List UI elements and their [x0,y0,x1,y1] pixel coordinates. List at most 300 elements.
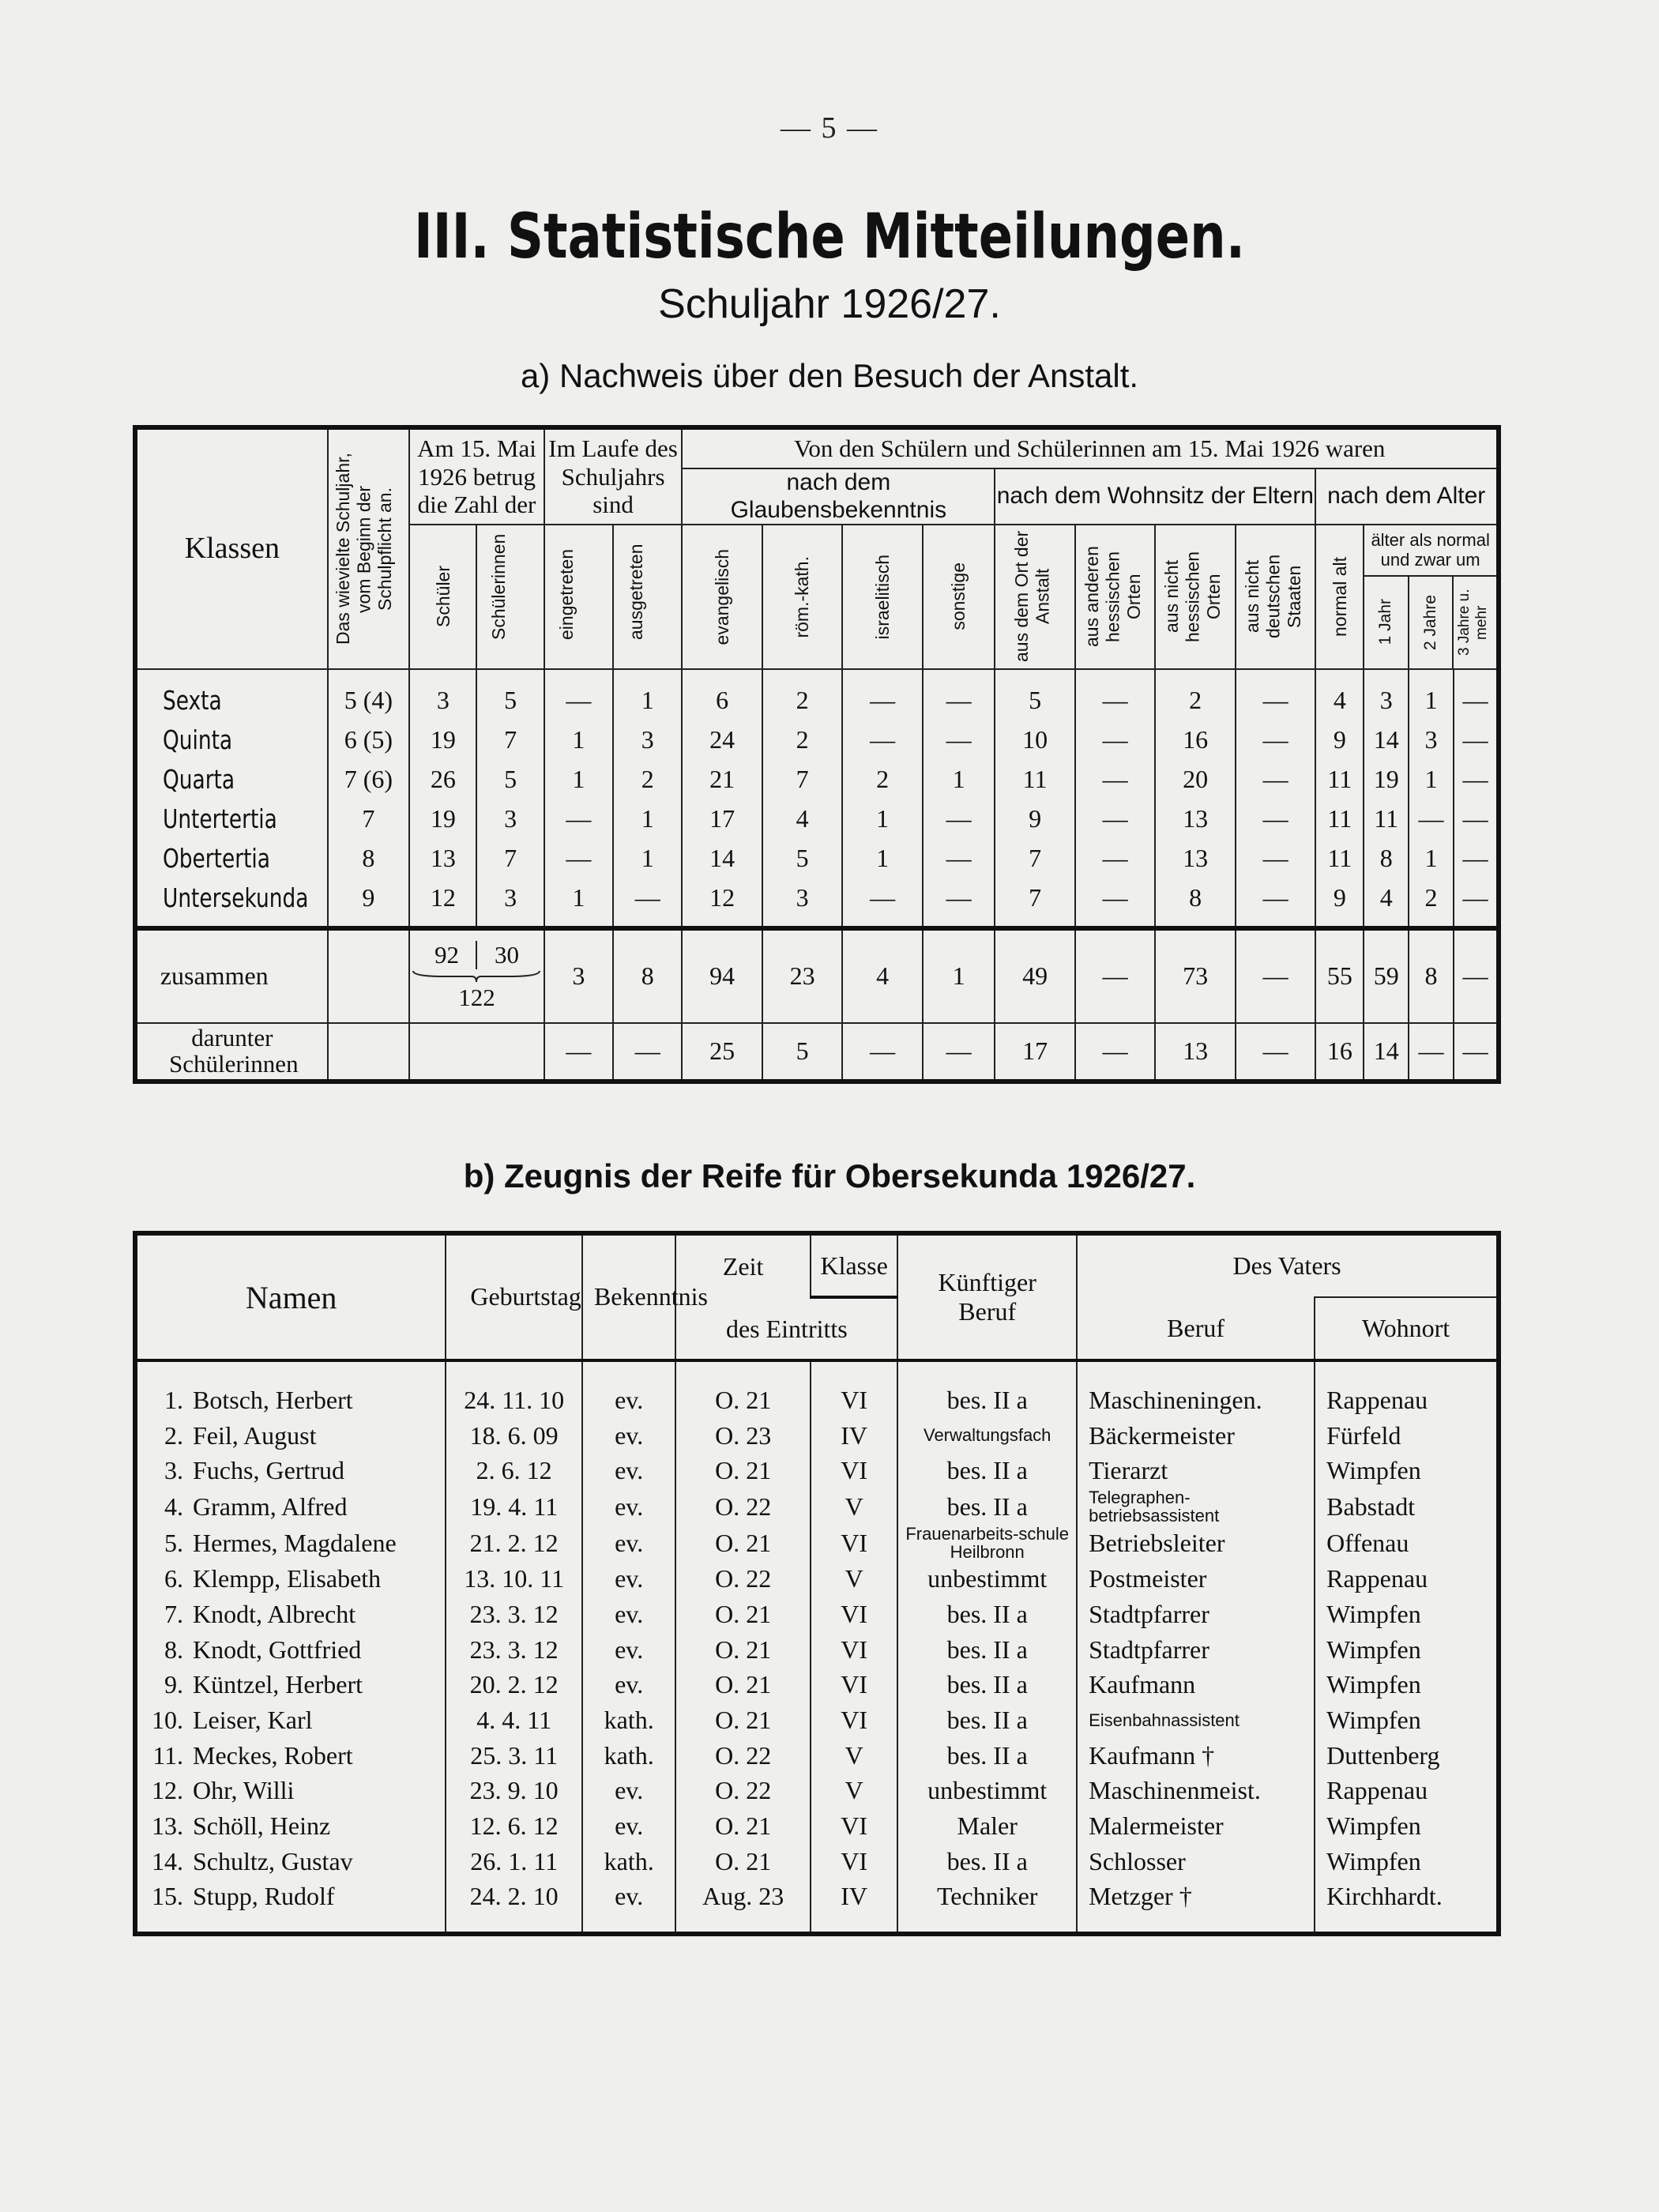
reife-table [133,1231,1501,1936]
table-row [135,1453,1499,1488]
entry-class: VI [811,1453,897,1488]
confession: kath. [582,1738,675,1774]
row-number: 1. [164,1385,183,1414]
attendance-table [133,425,1501,1084]
row-number: 3. [164,1456,183,1485]
table-row [135,1597,1499,1632]
entry-time: Aug. 23 [675,1879,811,1935]
entry-class: VI [811,1668,897,1703]
cell-normal: 11 [1315,839,1364,878]
klasse-name: Sexta [135,669,328,720]
table-row [135,1418,1499,1454]
cell-ndt: — [1236,878,1316,928]
header-nicht-dt: aus nicht deutschen Staaten [1236,525,1316,669]
cell-aus: — [613,878,682,928]
cell-j2: 3 [1409,720,1454,760]
cell-j1: 14 [1364,720,1409,760]
darunter-sonst: — [923,1023,995,1082]
cell-hess: — [1075,720,1156,760]
cell-aus: 2 [613,760,682,799]
entry-class: VI [811,1702,897,1738]
table-row [135,720,1499,760]
father-profession: Bäckermeister [1077,1418,1315,1454]
student-name: 9. Küntzel, Herbert [135,1668,446,1703]
table-row [135,1844,1499,1879]
cell-normal: 4 [1315,669,1364,720]
header-eingetreten: eingetreten [544,525,613,669]
entry-class: IV [811,1418,897,1454]
residence: Wimpfen [1315,1808,1499,1844]
darunter-ort: 17 [995,1023,1075,1082]
darunter-nhess: 13 [1155,1023,1236,1082]
page-subtitle: Schuljahr 1926/27. [658,281,1001,327]
student-name: 4. Gramm, Alfred [135,1488,446,1525]
cell-schuelerinnen: 3 [476,799,544,839]
darunter-j2: — [1409,1023,1454,1082]
header-des-eintritts: des Eintritts [675,1297,897,1360]
future-profession: bes. II a [897,1597,1077,1632]
cell-nhess: 13 [1155,799,1236,839]
student-name: 7. Knodt, Albrecht [135,1597,446,1632]
cell-ev: 21 [682,760,762,799]
header-namen: Namen [135,1233,446,1360]
darunter-hess: — [1075,1023,1156,1082]
cell-j2: — [1409,799,1454,839]
header-ort: aus dem Ort der Anstalt [995,525,1075,669]
zusammen-schueler-total [409,928,544,1023]
confession: ev. [582,1774,675,1809]
cell-sj: 6 (5) [328,720,410,760]
entry-time: O. 21 [675,1702,811,1738]
cell-schuelerinnen: 5 [476,669,544,720]
cell-ort: 11 [995,760,1075,799]
cell-j2: 1 [1409,760,1454,799]
birth-date: 19. 4. 11 [446,1488,582,1525]
section-b-title: b) Zeugnis der Reife für Obersekunda 1926/27. [463,1157,1196,1194]
future-profession: bes. II a [897,1738,1077,1774]
entry-class: V [811,1488,897,1525]
birth-date: 23. 3. 12 [446,1632,582,1668]
entry-time: O. 22 [675,1488,811,1525]
header-3-jahre: 3 Jahre u. mehr [1455,589,1490,656]
header-1-jahr: 1 Jahr [1376,599,1395,645]
zusammen-aus: 8 [613,928,682,1023]
cell-j3: — [1454,669,1499,720]
cell-sj: 7 (6) [328,760,410,799]
confession: ev. [582,1360,675,1418]
cell-normal: 11 [1315,760,1364,799]
cell-isr: — [842,720,923,760]
header-israelitisch: israelitisch [842,525,923,669]
entry-time: O. 21 [675,1632,811,1668]
entry-class: VI [811,1360,897,1418]
row-number: 7. [164,1599,183,1628]
header-schuljahr: Das wievielte Schuljahr, vom Beginn der Schulpflicht an. [328,427,410,669]
confession: ev. [582,1453,675,1488]
residence: Rappenau [1315,1774,1499,1809]
header-geburtstag: Geburtstag [446,1233,582,1360]
birth-date: 24. 11. 10 [446,1360,582,1418]
header-kuenftiger-beruf: Künftiger Beruf [897,1233,1077,1360]
table-row [135,1488,1499,1525]
klasse-name: Obertertia [135,839,328,878]
student-name: 15. Stupp, Rudolf [135,1879,446,1935]
cell-isr: 2 [842,760,923,799]
cell-isr: — [842,878,923,928]
row-number: 6. [164,1564,183,1593]
father-profession: Metzger † [1077,1879,1315,1935]
entry-class: VI [811,1632,897,1668]
header-aelter: älter als normal und zwar um 1 Jahr 2 Jahre 3 Jahre u. mehr [1364,525,1499,669]
cell-ev: 17 [682,799,762,839]
cell-normal: 9 [1315,720,1364,760]
zusammen-normal: 55 [1315,928,1364,1023]
residence: Kirchhardt. [1315,1879,1499,1935]
darunter-isr: — [842,1023,923,1082]
cell-rk: 4 [762,799,843,839]
future-profession: bes. II a [897,1668,1077,1703]
cell-isr: — [842,669,923,720]
cell-ein: 1 [544,878,613,928]
darunter-ev: 25 [682,1023,762,1082]
header-schueler: Schüler [409,525,476,669]
cell-normal: 9 [1315,878,1364,928]
cell-j3: — [1454,878,1499,928]
table-row [135,839,1499,878]
entry-time: O. 21 [675,1668,811,1703]
zusammen-row [135,928,1499,1023]
cell-ein: — [544,839,613,878]
future-profession: bes. II a [897,1488,1077,1525]
cell-j1: 4 [1364,878,1409,928]
cell-ort: 7 [995,839,1075,878]
entry-time: O. 21 [675,1360,811,1418]
confession: ev. [582,1488,675,1525]
cell-j3: — [1454,799,1499,839]
father-profession: Tierarzt [1077,1453,1315,1488]
header-2-jahre: 2 Jahre [1420,594,1439,650]
residence: Rappenau [1315,1561,1499,1597]
header-roem-kath: röm.-kath. [762,525,843,669]
cell-nhess: 20 [1155,760,1236,799]
section-a-title: a) Nachweis über den Besuch der Anstalt. [520,357,1139,394]
residence: Fürfeld [1315,1418,1499,1454]
cell-hess: — [1075,839,1156,878]
zusammen-j3: — [1454,928,1499,1023]
row-number: 4. [164,1492,183,1521]
table-row [135,799,1499,839]
zusammen-schueler: 92 [417,941,477,969]
father-profession: Malermeister [1077,1808,1315,1844]
header-glauben: nach dem Glaubensbekenntnis [682,468,995,525]
row-number: 10. [152,1706,183,1735]
row-number: 9. [164,1670,183,1699]
cell-ein: — [544,669,613,720]
cell-normal: 11 [1315,799,1364,839]
table-row [135,1774,1499,1809]
header-nicht-hess: aus nicht hessischen Orten [1155,525,1236,669]
confession: ev. [582,1597,675,1632]
cell-j3: — [1454,839,1499,878]
cell-isr: 1 [842,839,923,878]
father-profession: Stadtpfarrer [1077,1597,1315,1632]
confession: kath. [582,1844,675,1879]
cell-sonst: — [923,799,995,839]
header-hess: aus anderen hessischen Orten [1075,525,1156,669]
cell-aus: 1 [613,799,682,839]
cell-nhess: 8 [1155,878,1236,928]
future-profession: bes. II a [897,1844,1077,1879]
table-row [135,1808,1499,1844]
entry-time: O. 23 [675,1418,811,1454]
birth-date: 2. 6. 12 [446,1453,582,1488]
entry-time: O. 21 [675,1525,811,1561]
residence: Wimpfen [1315,1597,1499,1632]
cell-hess: — [1075,760,1156,799]
future-profession: bes. II a [897,1702,1077,1738]
student-name: 6. Klempp, Elisabeth [135,1561,446,1597]
cell-ndt: — [1236,669,1316,720]
row-number: 8. [164,1635,183,1664]
zusammen-ndt: — [1236,928,1316,1023]
cell-nhess: 16 [1155,720,1236,760]
cell-j1: 11 [1364,799,1409,839]
birth-date: 24. 2. 10 [446,1879,582,1935]
cell-isr: 1 [842,799,923,839]
darunter-aus: — [613,1023,682,1082]
cell-ein: 1 [544,760,613,799]
future-profession: bes. II a [897,1453,1077,1488]
entry-class: VI [811,1597,897,1632]
confession: ev. [582,1561,675,1597]
header-normal-alt: normal alt [1315,525,1364,669]
header-von-den: Von den Schülern und Schülerinnen am 15. Mai 1926 waren [682,427,1499,468]
header-wohnort: Wohnort [1315,1297,1499,1360]
zusammen-label: zusammen [135,928,328,1023]
header-beruf: Beruf [1077,1297,1315,1360]
entry-class: V [811,1738,897,1774]
cell-sonst: — [923,878,995,928]
row-number: 14. [152,1846,183,1875]
cell-nhess: 13 [1155,839,1236,878]
cell-sonst: 1 [923,760,995,799]
student-name: 5. Hermes, Magdalene [135,1525,446,1561]
confession: kath. [582,1702,675,1738]
zusammen-sonst: 1 [923,928,995,1023]
zusammen-gesamt: 122 [458,983,495,1011]
entry-time: O. 22 [675,1738,811,1774]
student-name: 2. Feil, August [135,1418,446,1454]
darunter-label: darunter Schülerinnen [135,1023,328,1082]
cell-ev: 14 [682,839,762,878]
cell-j2: 1 [1409,839,1454,878]
cell-ndt: — [1236,839,1316,878]
cell-j2: 1 [1409,669,1454,720]
birth-date: 12. 6. 12 [446,1808,582,1844]
brace-icon [412,969,541,984]
darunter-j3: — [1454,1023,1499,1082]
cell-ndt: — [1236,799,1316,839]
table-row [135,1632,1499,1668]
cell-j1: 19 [1364,760,1409,799]
birth-date: 23. 9. 10 [446,1774,582,1809]
residence: Wimpfen [1315,1702,1499,1738]
residence: Wimpfen [1315,1844,1499,1879]
birth-date: 26. 1. 11 [446,1844,582,1879]
cell-schueler: 26 [409,760,476,799]
cell-ort: 7 [995,878,1075,928]
father-profession: Kaufmann † [1077,1738,1315,1774]
father-profession: Eisenbahnassistent [1077,1702,1315,1738]
reife-rows [135,1360,1499,1934]
cell-sj: 7 [328,799,410,839]
header-alter: nach dem Alter [1315,468,1499,525]
entry-time: O. 22 [675,1561,811,1597]
father-profession: Stadtpfarrer [1077,1632,1315,1668]
darunter-rk: 5 [762,1023,843,1082]
student-name: 1. Botsch, Herbert [135,1360,446,1418]
student-name: 12. Ohr, Willi [135,1774,446,1809]
table-row [135,878,1499,928]
entry-class: VI [811,1844,897,1879]
residence: Offenau [1315,1525,1499,1561]
cell-ort: 5 [995,669,1075,720]
future-profession: Frauenarbeits-schule Heilbronn [897,1525,1077,1561]
residence: Wimpfen [1315,1668,1499,1703]
zusammen-isr: 4 [842,928,923,1023]
row-number: 15. [152,1882,183,1911]
header-im-laufe: Im Laufe des Schuljahrs sind [544,427,683,525]
klasse-name: Quinta [135,720,328,760]
darunter-ndt: — [1236,1023,1316,1082]
father-profession: Telegraphen-betriebsassistent [1077,1488,1315,1525]
entry-class: VI [811,1525,897,1561]
header-ausgetreten: ausgetreten [613,525,682,669]
row-number: 13. [152,1811,183,1841]
table-row [135,669,1499,720]
student-name: 10. Leiser, Karl [135,1702,446,1738]
entry-time: O. 21 [675,1453,811,1488]
birth-date: 25. 3. 11 [446,1738,582,1774]
cell-ev: 24 [682,720,762,760]
future-profession: unbestimmt [897,1561,1077,1597]
header-zeit: Zeit [675,1233,811,1297]
cell-ort: 10 [995,720,1075,760]
header-wohnsitz: nach dem Wohnsitz der Eltern [995,468,1315,525]
cell-nhess: 2 [1155,669,1236,720]
darunter-row [135,1023,1499,1082]
cell-rk: 5 [762,839,843,878]
cell-schueler: 12 [409,878,476,928]
entry-class: V [811,1561,897,1597]
father-profession: Betriebsleiter [1077,1525,1315,1561]
header-schuelerinnen: Schülerinnen [476,525,544,669]
father-profession: Schlosser [1077,1844,1315,1879]
confession: ev. [582,1668,675,1703]
entry-class: VI [811,1808,897,1844]
header-klasse: Klasse [811,1233,897,1297]
cell-schuelerinnen: 5 [476,760,544,799]
cell-rk: 2 [762,720,843,760]
darunter-ein: — [544,1023,613,1082]
entry-time: O. 21 [675,1844,811,1879]
cell-sj: 8 [328,839,410,878]
confession: ev. [582,1808,675,1844]
table-row [135,760,1499,799]
page-title: III. Statistische Mitteilungen. [413,201,1246,273]
table-row [135,1561,1499,1597]
residence: Wimpfen [1315,1453,1499,1488]
confession: ev. [582,1525,675,1561]
row-number: 12. [152,1776,183,1805]
father-profession: Maschinenmeist. [1077,1774,1315,1809]
cell-schuelerinnen: 7 [476,720,544,760]
entry-time: O. 22 [675,1774,811,1809]
zusammen-ev: 94 [682,928,762,1023]
cell-sonst: — [923,839,995,878]
cell-ev: 12 [682,878,762,928]
klasse-name: Untertertia [135,799,328,839]
zusammen-j1: 59 [1364,928,1409,1023]
row-number: 5. [164,1528,183,1557]
confession: ev. [582,1418,675,1454]
header-sonstige: sonstige [923,525,995,669]
student-name: 11. Meckes, Robert [135,1738,446,1774]
future-profession: Techniker [897,1879,1077,1935]
row-number: 2. [164,1420,183,1450]
cell-ort: 9 [995,799,1075,839]
table-row [135,1360,1499,1418]
father-profession: Maschineningen. [1077,1360,1315,1418]
future-profession: Verwaltungsfach [897,1418,1077,1454]
row-number: 11. [152,1740,183,1770]
cell-j1: 8 [1364,839,1409,878]
student-name: 13. Schöll, Heinz [135,1808,446,1844]
header-klassen: Klassen [135,427,328,669]
zusammen-j2: 8 [1409,928,1454,1023]
darunter-normal: 16 [1315,1023,1364,1082]
student-name: 14. Schultz, Gustav [135,1844,446,1879]
header-am15: Am 15. Mai 1926 betrug die Zahl der [409,427,544,525]
cell-schueler: 19 [409,799,476,839]
birth-date: 23. 3. 12 [446,1597,582,1632]
cell-ndt: — [1236,760,1316,799]
birth-date: 4. 4. 11 [446,1702,582,1738]
future-profession: bes. II a [897,1632,1077,1668]
cell-sonst: — [923,669,995,720]
cell-j3: — [1454,720,1499,760]
birth-date: 21. 2. 12 [446,1525,582,1561]
table-row [135,1879,1499,1935]
header-bekenntnis: Bekenntnis [582,1233,675,1360]
page-number: — 5 — [781,111,878,145]
cell-hess: — [1075,669,1156,720]
zusammen-schuelerinnen: 30 [494,940,519,969]
table-row [135,1702,1499,1738]
attendance-rows [135,669,1499,928]
zusammen-ort: 49 [995,928,1075,1023]
cell-schueler: 3 [409,669,476,720]
future-profession: unbestimmt [897,1774,1077,1809]
entry-class: IV [811,1879,897,1935]
zusammen-ein: 3 [544,928,613,1023]
father-profession: Kaufmann [1077,1668,1315,1703]
cell-sj: 5 (4) [328,669,410,720]
table-row [135,1525,1499,1561]
table-row [135,1668,1499,1703]
cell-schuelerinnen: 7 [476,839,544,878]
birth-date: 20. 2. 12 [446,1668,582,1703]
